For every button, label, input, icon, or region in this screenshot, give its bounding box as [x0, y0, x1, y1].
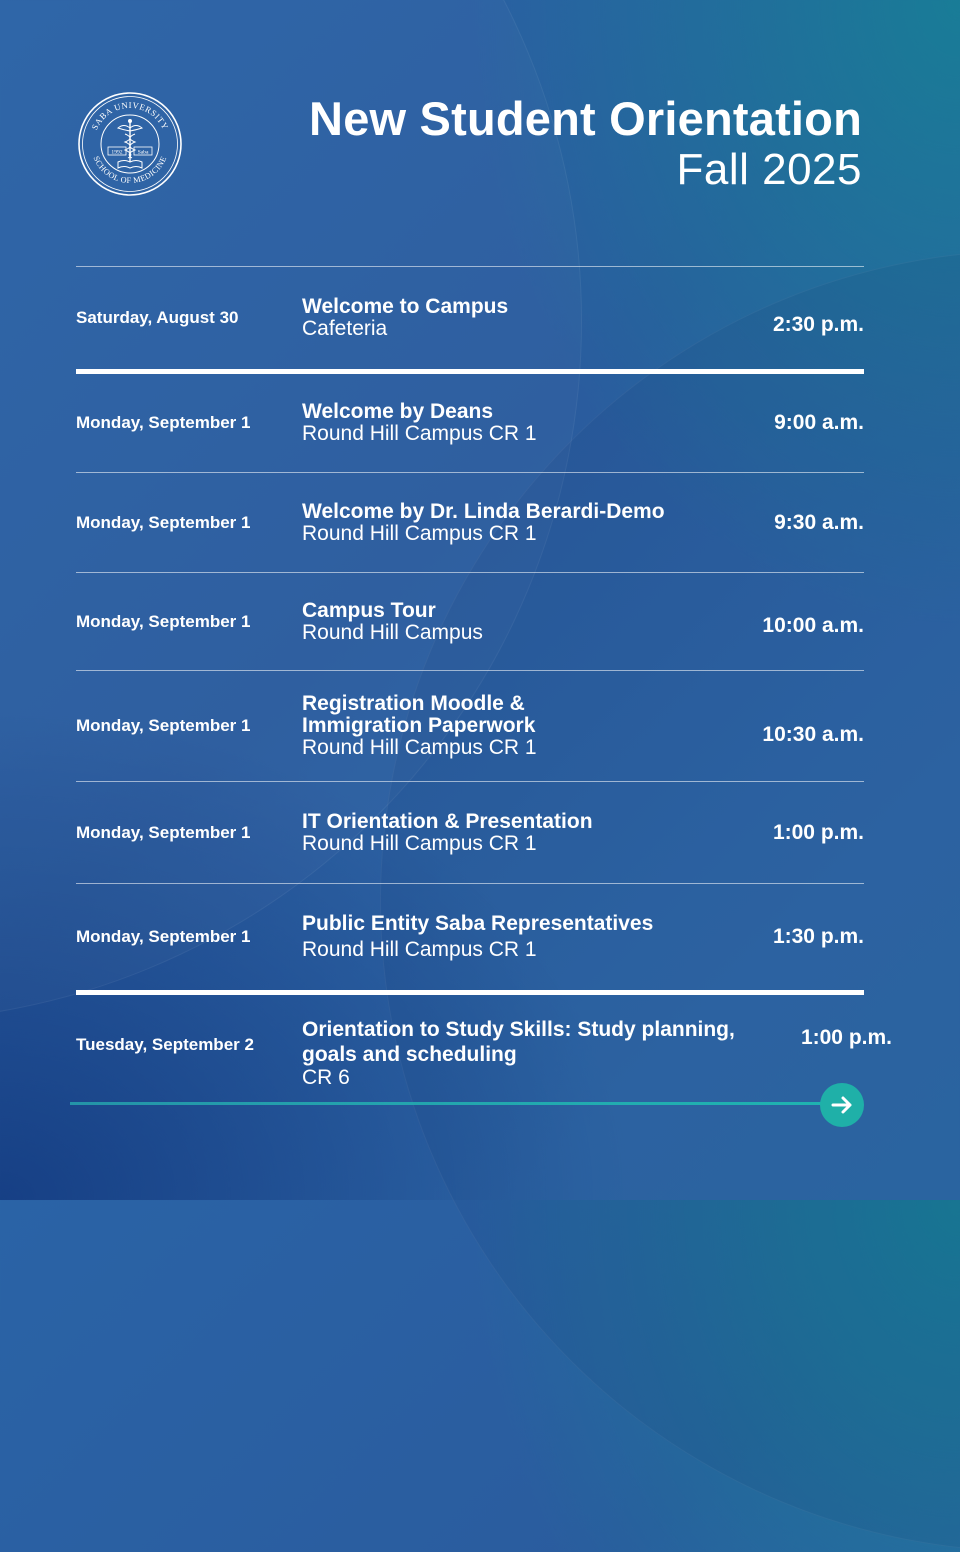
event-date: Tuesday, September 2	[76, 1035, 254, 1054]
schedule-row	[76, 670, 864, 781]
event-title: IT Orientation & Presentation	[302, 809, 593, 833]
event-title: Campus Tour	[302, 598, 436, 622]
event-date: Monday, September 1	[76, 716, 251, 735]
event-info	[302, 401, 714, 445]
schedule-row	[76, 883, 864, 990]
event-date: Monday, September 1	[76, 611, 251, 631]
event-time: 2:30 p.m.	[772, 313, 864, 336]
schedule-row	[76, 572, 864, 670]
event-location: Round Hill Campus CR 1	[302, 422, 537, 445]
event-date: Monday, September 1	[76, 927, 251, 946]
schedule-row	[76, 472, 864, 572]
university-seal-logo	[78, 92, 182, 196]
event-location: Round Hill Campus CR 1	[302, 736, 537, 759]
event-time: 9:30 a.m.	[774, 510, 864, 534]
event-time: 1:00 p.m.	[800, 1026, 892, 1049]
header	[309, 92, 862, 194]
arrow-right-icon	[829, 1092, 855, 1118]
event-time: 9:00 a.m.	[774, 411, 864, 434]
event-time: 1:30 p.m.	[772, 925, 864, 948]
event-info	[302, 913, 714, 961]
event-info	[302, 693, 714, 759]
event-location: Round Hill Campus CR 1	[302, 831, 537, 855]
event-time: 1:00 p.m.	[772, 820, 864, 844]
event-location: CR 6	[302, 1066, 350, 1089]
svg-text:SCHOOL OF MEDICINE: SCHOOL OF MEDICINE	[91, 154, 169, 186]
schedule-row	[76, 266, 864, 369]
event-time: 10:00 a.m.	[762, 613, 864, 637]
svg-text:Saba: Saba	[137, 149, 149, 156]
event-title: Orientation to Study Skills: Study planning, goals and scheduling	[302, 1018, 735, 1066]
event-date: Monday, September 1	[76, 413, 251, 432]
event-location: Round Hill Campus CR 1	[302, 938, 537, 961]
event-date: Monday, September 1	[76, 512, 251, 532]
event-info	[302, 296, 714, 340]
event-location: Round Hill Campus CR 1	[302, 521, 537, 545]
schedule-row	[76, 990, 892, 1095]
event-info	[302, 811, 714, 855]
event-title: Welcome to Campus	[302, 295, 509, 318]
event-info	[302, 501, 714, 545]
svg-text:SABA UNIVERSITY: SABA UNIVERSITY	[89, 99, 171, 132]
event-date: Monday, September 1	[76, 822, 251, 842]
page-title: New Student Orientation	[309, 92, 862, 145]
svg-text:1992: 1992	[111, 149, 123, 156]
event-info	[302, 995, 742, 1089]
schedule-row	[76, 781, 864, 883]
page-subtitle: Fall 2025	[676, 145, 862, 194]
schedule-row	[76, 369, 864, 472]
orientation-schedule	[76, 266, 892, 1095]
event-location: Round Hill Campus	[302, 620, 483, 644]
event-title: Registration Moodle & Immigration Paperwork	[302, 692, 536, 737]
event-title: Public Entity Saba Representatives	[302, 912, 654, 935]
next-button[interactable]	[820, 1083, 864, 1127]
event-time: 10:30 a.m.	[762, 723, 864, 746]
event-date: Saturday, August 30	[76, 308, 239, 327]
event-title: Welcome by Deans	[302, 400, 494, 423]
event-title: Welcome by Dr. Linda Berardi-Demo	[302, 499, 665, 523]
event-info	[302, 600, 714, 644]
progress-line	[70, 1102, 830, 1105]
event-location: Cafeteria	[302, 317, 388, 340]
